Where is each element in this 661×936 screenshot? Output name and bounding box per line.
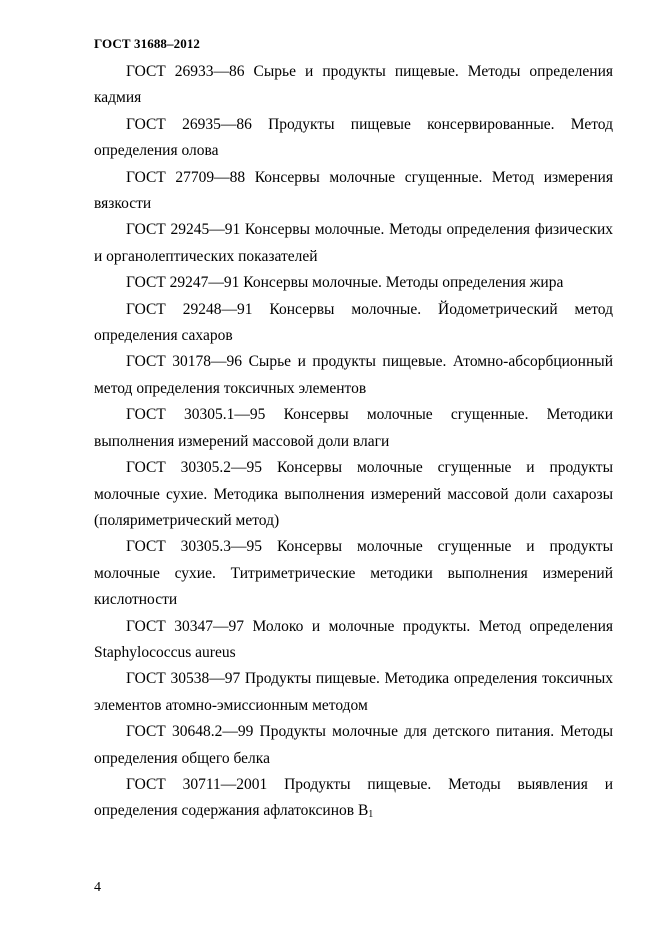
document-header: ГОСТ 31688–2012 <box>94 36 201 51</box>
standard-entry: ГОСТ 30305.1—95 Консервы молочные сгущенные. Методики выполнения измерений массовой доли влаги <box>94 406 613 450</box>
page-number: 4 <box>94 880 101 895</box>
standard-entry: ГОСТ 30178—96 Сырье и продукты пищевые. Атомно-абсорбционный метод определения токсичных элементов <box>94 353 613 397</box>
standard-entry: ГОСТ 30305.2—95 Консервы молочные сгущенные и продукты молочные сухие. Методика выполнения измерений массовой доли сахарозы (поляриметрический метод) <box>94 459 613 529</box>
standard-entry: ГОСТ 30347—97 Молоко и молочные продукты. Метод определения Staphylococcus aureus <box>94 617 613 661</box>
standards-list <box>94 59 613 825</box>
standard-entry-last <box>94 772 613 825</box>
standard-entry: ГОСТ 27709—88 Консервы молочные сгущенные. Метод измерения вязкости <box>94 168 613 213</box>
standard-entry-text: ГОСТ 30711—2001 Продукты пищевые. Методы выявления и определения содержания афлатоксинов B <box>94 775 613 820</box>
standard-entry: ГОСТ 30305.3—95 Консервы молочные сгущенные и продукты молочные сухие. Титриметрические методики выполнения измерений кислотности <box>94 538 613 609</box>
standard-entry: ГОСТ 29247—91 Консервы молочные. Методы определения жира <box>126 274 564 292</box>
standard-entry: ГОСТ 30648.2—99 Продукты молочные для детского питания. Методы определения общего белка <box>94 723 613 767</box>
standard-entry: ГОСТ 30538—97 Продукты пищевые. Методика определения токсичных элементов атомно-эмиссионным методом <box>94 670 613 714</box>
standard-entry: ГОСТ 26933—86 Сырье и продукты пищевые. Методы определения кадмия <box>94 63 613 107</box>
standard-entry: ГОСТ 29248—91 Консервы молочные. Йодометрический метод определения сахаров <box>94 300 613 345</box>
standard-entry: ГОСТ 29245—91 Консервы молочные. Методы определения физических и органолептических показателей <box>94 221 613 265</box>
standard-entry: ГОСТ 26935—86 Продукты пищевые консервированные. Метод определения олова <box>94 115 613 160</box>
subscript: 1 <box>368 809 374 821</box>
